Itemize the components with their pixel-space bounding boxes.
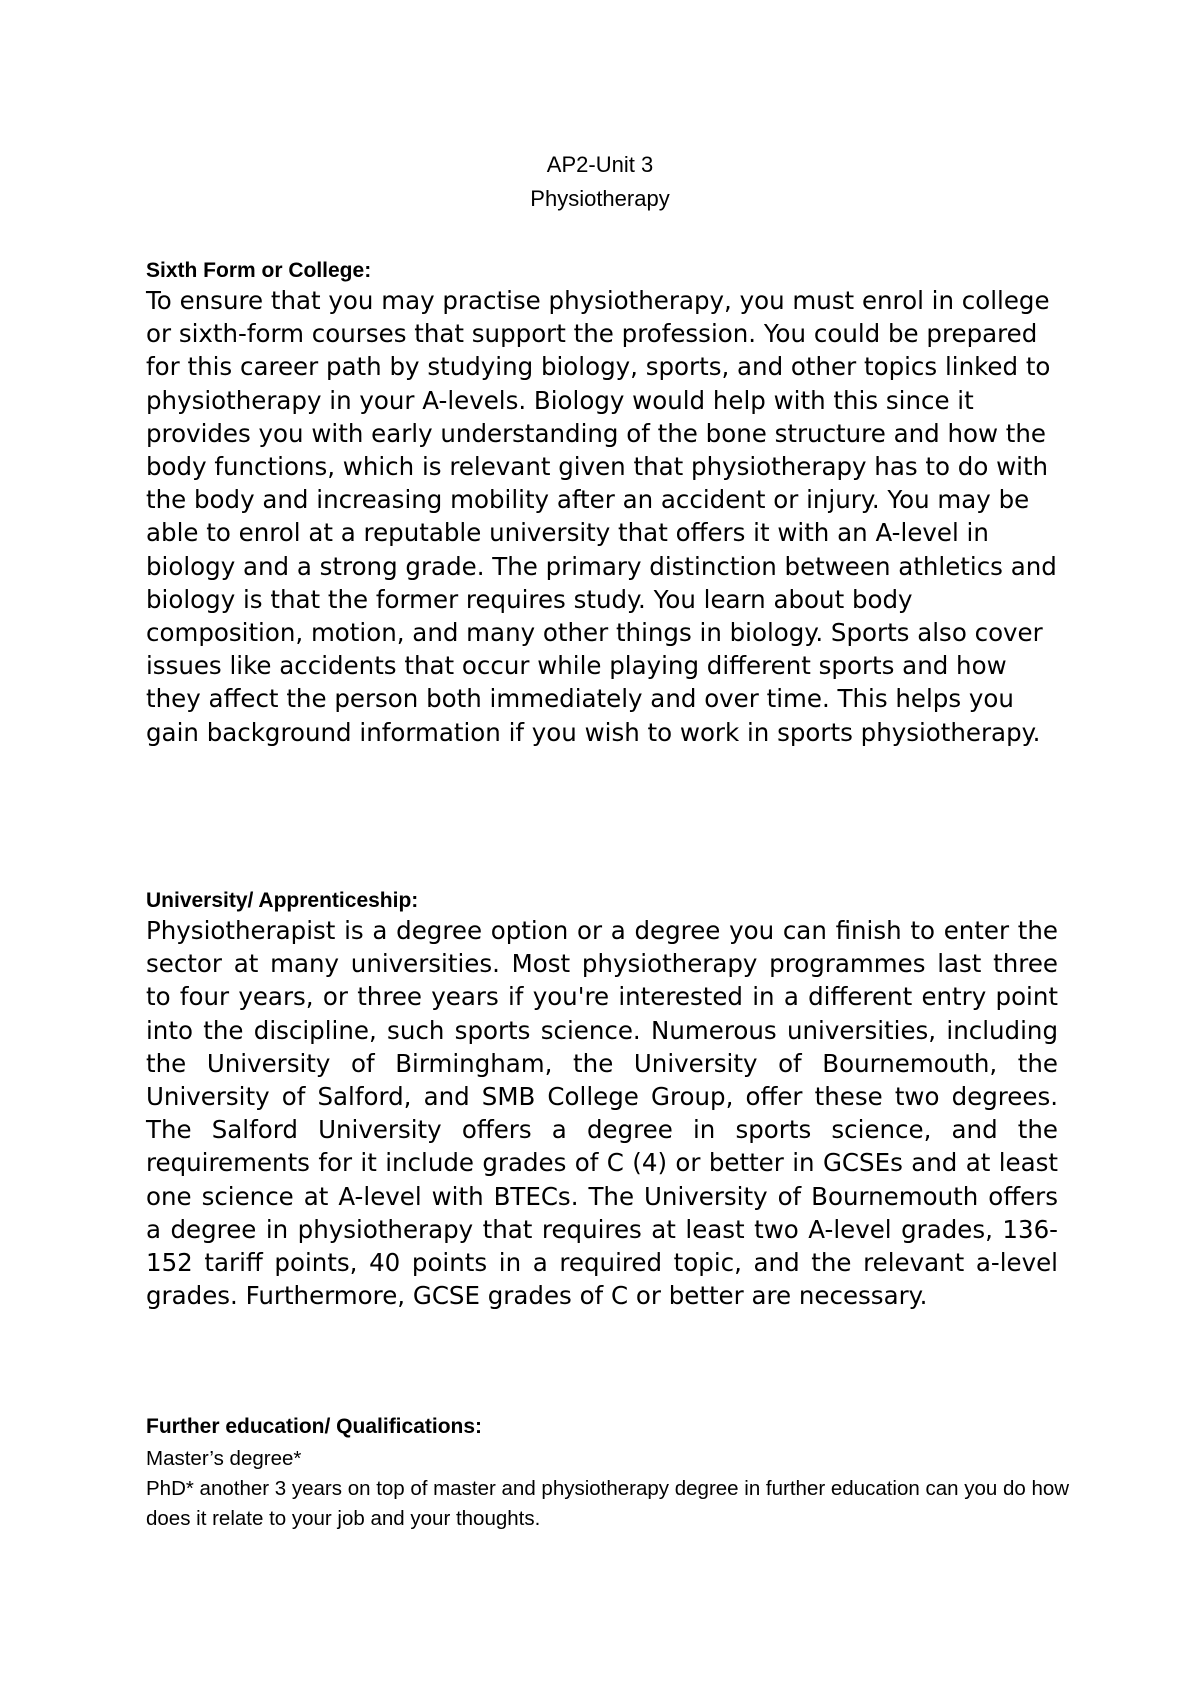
section-body-university: Physiotherapist is a degree option or a degree you can finish to enter the sector at many universities. Most physiotherapy programmes last three to four years, or three years if you're interested in a different entry point into the discipline, such sports science. Numerous universities, including the University of Birmingham, the University of Bournemouth, the University of Salford, and SMB College Group, offer these two degrees. The Salford University offers a degree in sports science, and the requirements for it include grades of C (4) or better in GCSEs and at least one science at A-level with BTECs. The University of Bournemouth offers a degree in physiotherapy that requires at least two A-level grades, 136-152 tariff points, 40 points in a required topic, and the relevant a-level grades. Furthermore, GCSE grades of C or better are necessary. [146, 916, 1058, 1311]
document-title: AP2-Unit 3 [546, 152, 654, 177]
section-heading-university: University/ Apprenticeship: [146, 889, 419, 912]
section-heading-further-education: Further education/ Qualifications: [146, 1415, 483, 1438]
qualification-item-masters: Master’s degree* [146, 1447, 302, 1470]
section-body-sixth-form: To ensure that you may practise physiotherapy, you must enrol in college or sixth-form courses that support the profession. You could be prepared for this career path by studying biology, sports, and other topics linked to physiotherapy in your A-levels. Biology would help with this since it provides you with early understanding of the bone structure and how the body functions, which is relevant given that physiotherapy has to do with the body and increasing mobility after an accident or injury. You may be able to enrol at a reputable university that offers it with an A-level in biology and a strong grade. The primary distinction between athletics and biology is that the former requires study. You learn about body composition, motion, and many other things in biology. Sports also cover issues like accidents that occur while playing different sports and how they affect the person both immediately and over time. This helps you gain background information if you wish to work in sports physiotherapy. [146, 286, 1057, 747]
section-heading-sixth-form: Sixth Form or College: [146, 259, 372, 282]
document-subtitle: Physiotherapy [530, 186, 670, 211]
qualification-item-phd: PhD* another 3 years on top of master and physiotherapy degree in further education can you do how does it relate to your job and your thoughts. [146, 1477, 1070, 1530]
